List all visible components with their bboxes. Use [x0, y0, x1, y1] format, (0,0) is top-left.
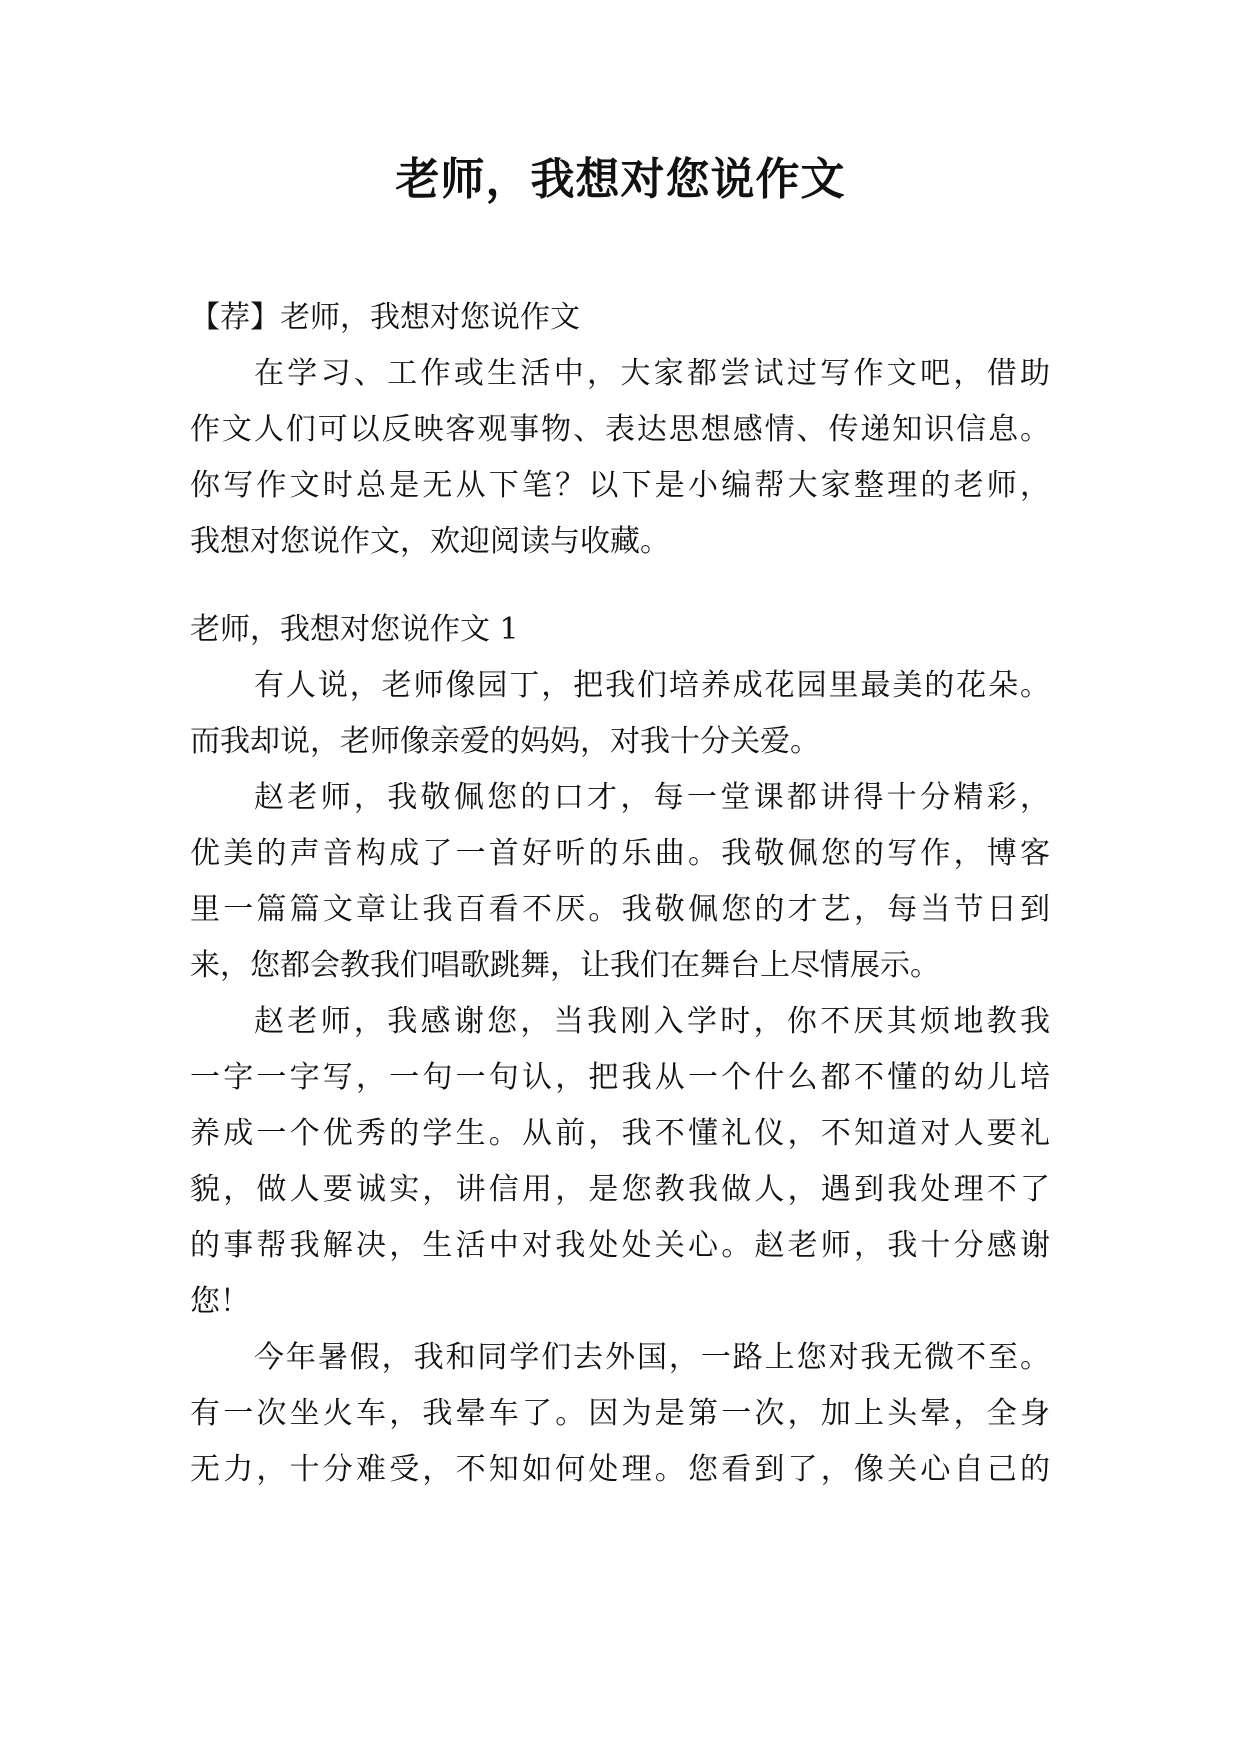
paragraph-line: 而我却说，老师像亲爱的妈妈，对我十分关爱。: [190, 724, 820, 759]
recommend-line: 【荐】老师，我想对您说作文: [190, 300, 580, 335]
paragraph: [190, 1330, 1050, 1498]
intro-line: 我想对您说作文，欢迎阅读与收藏。: [190, 524, 670, 559]
paragraph: [190, 770, 1050, 994]
paragraph-line: 赵老师，我感谢您，当我刚入学时，你不厌其烦地教我: [254, 1004, 1050, 1039]
paragraph: [190, 658, 1050, 770]
paragraph-line: 里一篇篇文章让我百看不厌。我敬佩您的才艺，每当节日到: [190, 892, 1050, 927]
paragraph-line: 有一次坐火车，我晕车了。因为是第一次，加上头晕，全身: [190, 1396, 1050, 1431]
paragraph-line: 一字一字写，一句一句认，把我从一个什么都不懂的幼儿培: [190, 1060, 1050, 1095]
document-title: 老师，我想对您说作文: [395, 154, 846, 205]
paragraph-line: 今年暑假，我和同学们去外国，一路上您对我无微不至。: [254, 1340, 1050, 1375]
intro-paragraph: [190, 346, 1050, 570]
document-body: [190, 290, 1050, 1498]
paragraph: [190, 994, 1050, 1330]
paragraph-line: 有人说，老师像园丁，把我们培养成花园里最美的花朵。: [254, 668, 1050, 703]
section-gap: [190, 570, 1050, 602]
paragraph-line: 赵老师，我敬佩您的口才，每一堂课都讲得十分精彩，: [254, 780, 1050, 815]
intro-line: 作文人们可以反映客观事物、表达思想感情、传递知识信息。: [190, 412, 1050, 447]
paragraph-line: 无力，十分难受，不知如何处理。您看到了，像关心自己的: [190, 1452, 1050, 1487]
paragraph-line: 貌，做人要诚实，讲信用，是您教我做人，遇到我处理不了: [190, 1172, 1050, 1207]
paragraph-line: 养成一个优秀的学生。从前，我不懂礼仪，不知道对人要礼: [190, 1116, 1050, 1151]
section-heading: 老师，我想对您说作文 1: [190, 612, 519, 647]
paragraph-line: 的事帮我解决，生活中对我处处关心。赵老师，我十分感谢: [190, 1228, 1050, 1263]
paragraph-line: 优美的声音构成了一首好听的乐曲。我敬佩您的写作，博客: [190, 836, 1050, 871]
intro-line: 你写作文时总是无从下笔？以下是小编帮大家整理的老师，: [190, 468, 1050, 503]
paragraph-line: 来，您都会教我们唱歌跳舞，让我们在舞台上尽情展示。: [190, 948, 940, 983]
paragraph-line: 您！: [190, 1284, 250, 1319]
intro-line: 在学习、工作或生活中，大家都尝试过写作文吧，借助: [254, 356, 1050, 391]
